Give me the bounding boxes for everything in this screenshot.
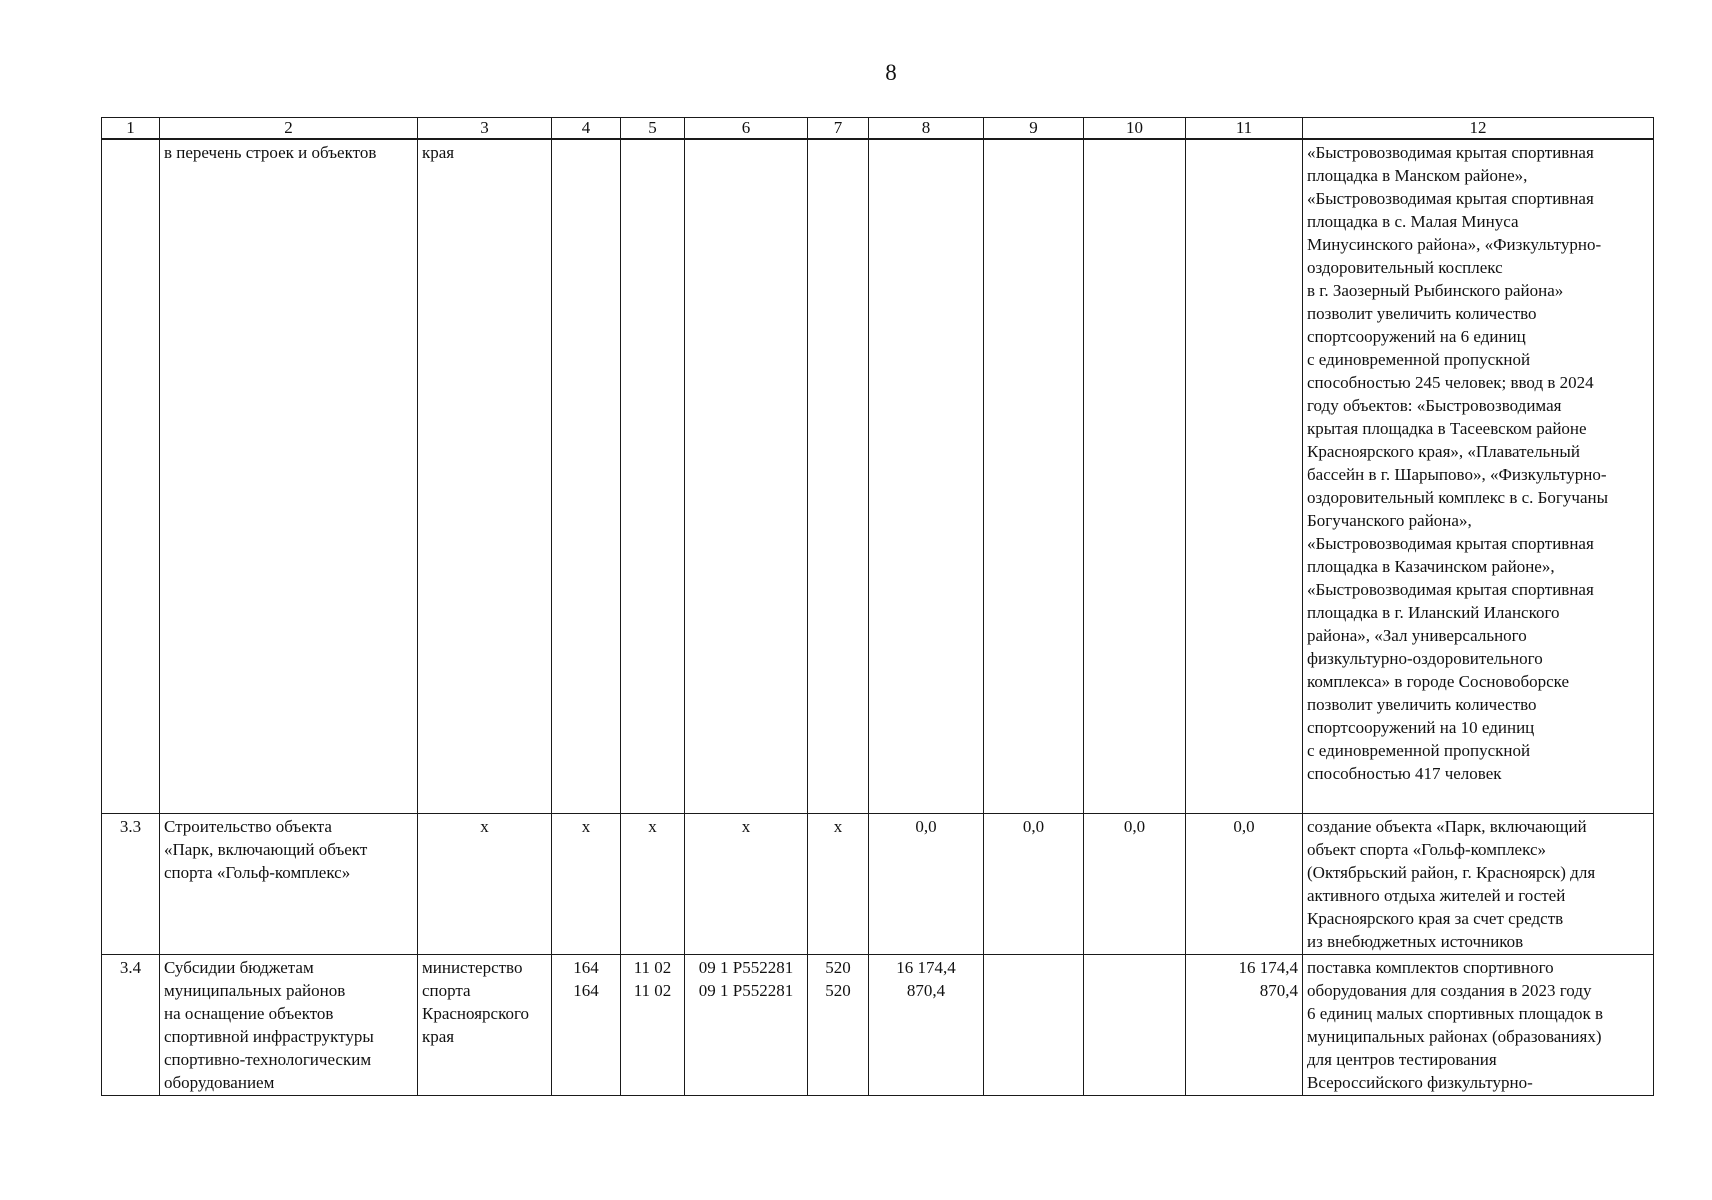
col-header-1: 1 xyxy=(102,118,160,140)
cell-col-7 xyxy=(808,139,869,814)
cell-col-8 xyxy=(869,139,984,814)
amount-value: 16 174,4 xyxy=(1238,958,1298,977)
col-header-10: 10 xyxy=(1084,118,1186,140)
column-number-row xyxy=(102,118,1654,140)
code-value: 520 xyxy=(825,958,851,977)
code-value: 164 xyxy=(573,958,599,977)
table-row-3-3 xyxy=(102,814,1654,955)
cell-col-10 xyxy=(1084,139,1186,814)
amount-col-10 xyxy=(1084,955,1186,1096)
cell-col-4 xyxy=(552,955,621,1096)
code-value: 09 1 P552281 xyxy=(698,981,794,1000)
table-row-3-4 xyxy=(102,955,1654,1096)
col-header-2: 2 xyxy=(160,118,418,140)
page-number: 8 xyxy=(885,60,897,85)
code-value: 11 02 xyxy=(633,958,672,977)
cell-col-4: х xyxy=(552,814,621,955)
col-header-11: 11 xyxy=(1186,118,1303,140)
amount-value: 870,4 xyxy=(906,981,946,1000)
measure-name: Субсидии бюджетам муниципальных районов на оснащение объектов спортивной инфраструктуры спортивно-технологическим оборудованием xyxy=(160,955,418,1096)
col-header-6: 6 xyxy=(685,118,808,140)
cell-col-7 xyxy=(808,955,869,1096)
cell-col-6 xyxy=(685,955,808,1096)
expected-result: «Быстровозводимая крытая спортивная площадка в Манском районе», «Быстровозводимая крытая спортивная площадка в с. Малая Минуса Минусинского района», «Физкультурно- оздоровительный косплекс в г. Заозерный Рыбинского района» позволит увеличить количество спортсооружений на 6 единиц с единовременной пропускной способностью 245 человек; ввод в 2024 году объектов: «Быстровозводимая крытая площадка в Тасеевском районе Красноярского края», «Плавательный бассейн в г. Шарыпово», «Физкультурно- оздоровительный комплекс в с. Богучаны Богучанского района», «Быстровозводимая крытая спортивная площадка в Казачинском районе», «Быстровозводимая крытая спортивная площадка в г. Иланский Иланского района», «Зал универсального физкультурно-оздоровительного комплекса» в городе Сосновоборске позволит увеличить количество спортсооружений на 10 единиц с единовременной пропускной способностью 417 человек xyxy=(1303,139,1654,814)
amount-col-8: 0,0 xyxy=(869,814,984,955)
code-value: 520 xyxy=(825,981,851,1000)
amount-col-8 xyxy=(869,955,984,1096)
measure-name: Строительство объекта «Парк, включающий объект спорта «Гольф-комплекс» xyxy=(160,814,418,955)
cell-col-11 xyxy=(1186,139,1303,814)
row-number: 3.4 xyxy=(102,955,160,1096)
col-header-5: 5 xyxy=(621,118,685,140)
cell-col-5 xyxy=(621,955,685,1096)
cell-col-6 xyxy=(685,139,808,814)
administrator: х xyxy=(418,814,552,955)
code-value: 09 1 P552281 xyxy=(698,958,794,977)
col-header-7: 7 xyxy=(808,118,869,140)
code-value: 164 xyxy=(573,981,599,1000)
amount-value: 16 174,4 xyxy=(896,958,956,977)
cell-col-4 xyxy=(552,139,621,814)
budget-table xyxy=(101,117,1654,1096)
col-header-3: 3 xyxy=(418,118,552,140)
administrator: министерство спорта Красноярского края xyxy=(418,955,552,1096)
administrator: края xyxy=(418,139,552,814)
amount-col-11: 0,0 xyxy=(1186,814,1303,955)
code-value: 11 02 xyxy=(633,981,672,1000)
col-header-8: 8 xyxy=(869,118,984,140)
cell-col-6: х xyxy=(685,814,808,955)
amount-col-9: 0,0 xyxy=(984,814,1084,955)
col-header-4: 4 xyxy=(552,118,621,140)
expected-result: поставка комплектов спортивного оборудования для создания в 2023 году 6 единиц малых спортивных площадок в муниципальных районах (образованиях) для центров тестирования Всероссийского физкультурно- xyxy=(1303,955,1654,1096)
cell-col-5 xyxy=(621,139,685,814)
col-header-12: 12 xyxy=(1303,118,1654,140)
measure-name: в перечень строек и объектов xyxy=(160,139,418,814)
amount-col-11 xyxy=(1186,955,1303,1096)
amount-col-9 xyxy=(984,955,1084,1096)
amount-col-10: 0,0 xyxy=(1084,814,1186,955)
amount-value: 870,4 xyxy=(1259,981,1298,1000)
row-number xyxy=(102,139,160,814)
row-number: 3.3 xyxy=(102,814,160,955)
col-header-9: 9 xyxy=(984,118,1084,140)
table-row-continuation xyxy=(102,139,1654,814)
cell-col-7: х xyxy=(808,814,869,955)
cell-col-5: х xyxy=(621,814,685,955)
cell-col-9 xyxy=(984,139,1084,814)
expected-result: создание объекта «Парк, включающий объект спорта «Гольф-комплекс» (Октябрьский район, г. Красноярск) для активного отдыха жителей и гостей Красноярского края за счет средств из внебюджетных источников xyxy=(1303,814,1654,955)
